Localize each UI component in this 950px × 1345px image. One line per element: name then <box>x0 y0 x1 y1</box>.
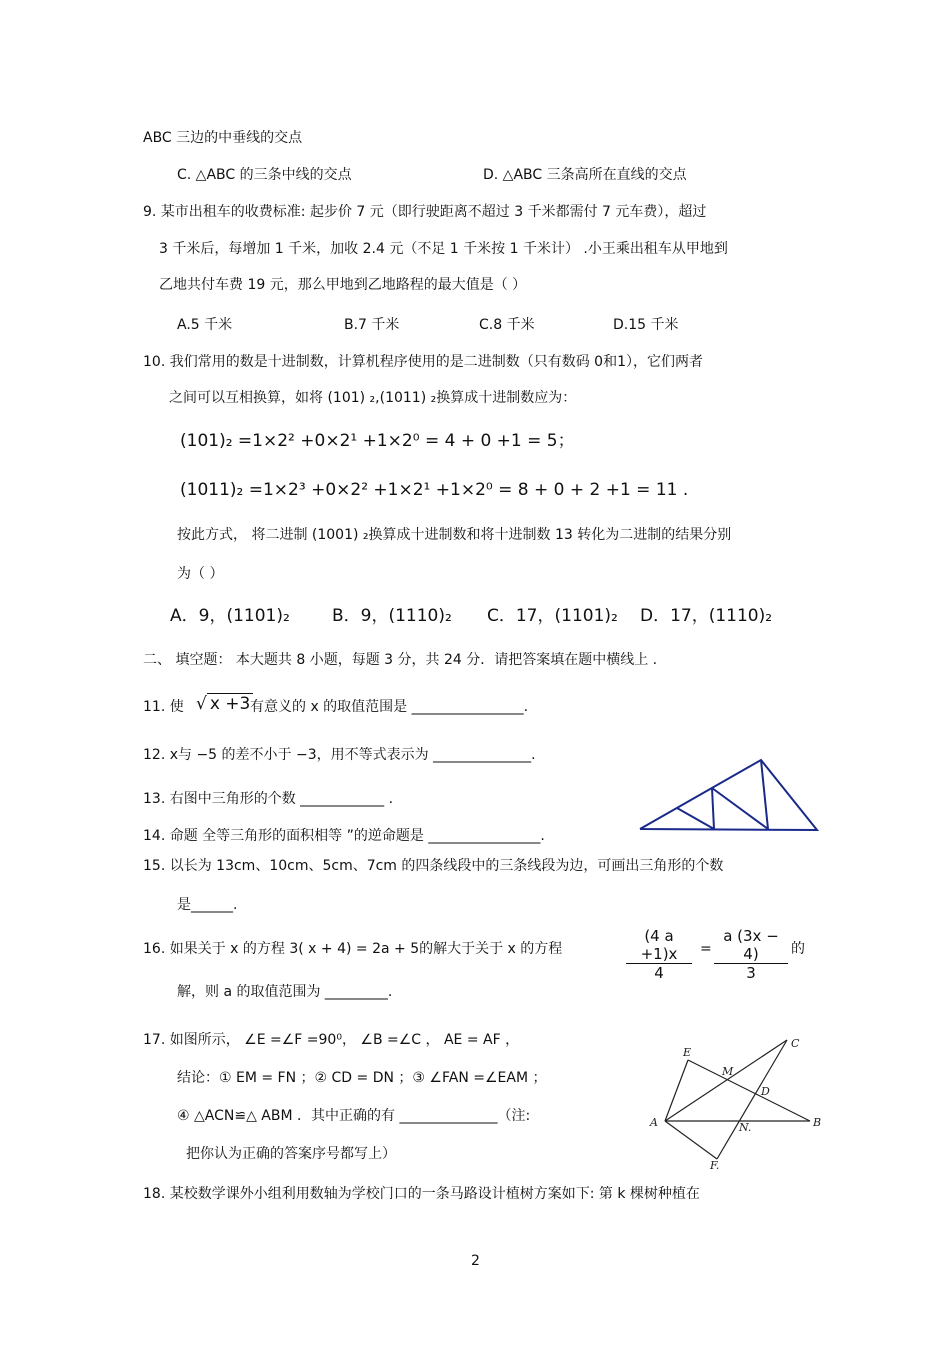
q10-option-c: C．17，(1101)₂ <box>487 606 618 626</box>
q17-line4: 把你认为正确的答案序号都写上） <box>186 1146 396 1162</box>
option-d-q8: D. △ABC 三条高所在直线的交点 <box>483 167 687 183</box>
q17-line3: ④ △ACN≌△ ABM ．其中正确的有 ______________（注: <box>177 1108 531 1124</box>
q10-line1: 10. 我们常用的数是十进制数，计算机程序使用的是二进制数（只有数码 0和1），它们两者 <box>143 354 703 370</box>
q16-fraction-1 <box>626 927 692 982</box>
q9-option-a: A.5 千米 <box>177 317 233 333</box>
q17-geometry-figure <box>645 1033 827 1173</box>
q15-line1: 15. 以长为 13cm、10cm、5cm、7cm 的四条线段中的三条线段为边，可画出三角形的个数 <box>143 858 724 874</box>
segment-EB <box>688 1060 810 1121</box>
q17-line1: 17. 如图所示， ∠E =∠F =90⁰， ∠B =∠C ， AE = AF ， <box>143 1032 520 1048</box>
segment-left-diagonal <box>677 808 714 829</box>
q10-option-a: A．9，(1101)₂ <box>170 606 290 626</box>
q13: 13. 右图中三角形的个数 ____________ . <box>143 791 394 807</box>
q10-option-d: D．17，(1110)₂ <box>640 606 773 626</box>
q12: 12. x与 −5 的差不小于 −3，用不等式表示为 ______________. <box>143 747 536 763</box>
q9-line3: 乙地共付车费 19 元，那么甲地到乙地路程的最大值是（ ） <box>159 277 527 293</box>
segment-top-down <box>761 760 768 829</box>
label-B: B <box>813 1116 822 1129</box>
q11-radicand: x +3 <box>207 693 254 714</box>
q16-denominator-2: 3 <box>746 964 756 982</box>
segment-AF <box>665 1121 717 1159</box>
label-C: C <box>791 1037 800 1050</box>
segment-FC <box>717 1040 787 1159</box>
q16-numerator-1: (4 a +1)x <box>626 927 692 964</box>
label-A: A <box>650 1116 658 1129</box>
segment-diagonal <box>712 788 768 829</box>
section-2-heading: 二、 填空题： 本大题共 8 小题，每题 3 分，共 24 分．请把答案填在题中横线上 . <box>143 652 658 668</box>
q16-denominator-1: 4 <box>654 964 664 982</box>
q10-option-b: B．9，(1110)₂ <box>332 606 452 626</box>
q17-line2: 结论：① EM = FN ；② CD = DN ；③ ∠FAN =∠EAM ； <box>177 1070 547 1086</box>
q9-option-c: C.8 千米 <box>479 317 535 333</box>
option-c-q8: C. △ABC 的三条中线的交点 <box>177 167 352 183</box>
q10-line2: 之间可以互相换算，如将 (101) ₂,(1011) ₂换算成十进制数应为： <box>169 390 577 406</box>
page-number: 2 <box>471 1253 480 1269</box>
q16-line1: 16. 如果关于 x 的方程 3( x + 4) = 2a + 5的解大于关于 x 的方程 <box>143 941 563 957</box>
q11-suffix: 有意义的 x 的取值范围是 ________________. <box>250 699 529 715</box>
q13-triangle-figure <box>636 756 822 836</box>
label-E: E <box>683 1046 692 1059</box>
label-D: D <box>761 1085 770 1098</box>
q10-line3: 按此方式， 将二进制 (1001) ₂换算成十进制数和将十进制数 13 转化为二进制的结果分别 <box>177 527 732 543</box>
q10-equation-2: (1011)₂ =1×2³ +0×2² +1×2¹ +1×2⁰ = 8 + 0 + 2 +1 = 11 . <box>180 480 689 500</box>
q9-option-b: B.7 千米 <box>344 317 400 333</box>
segment-AE <box>665 1060 688 1121</box>
segment-mid-down <box>712 788 714 829</box>
q16-equals: = <box>700 941 712 957</box>
q15-line2: 是______. <box>177 897 238 913</box>
q18-line1: 18. 某校数学课外小组利用数轴为学校门口的一条马路设计植树方案如下: 第 k 棵树种植在 <box>143 1186 700 1202</box>
q14: 14. 命题 全等三角形的面积相等 ”的逆命题是 ________________. <box>143 828 545 844</box>
q11-prefix: 11. 使 <box>143 699 184 715</box>
line-prev-option: ABC 三边的中垂线的交点 <box>143 130 303 146</box>
label-N: N. <box>739 1121 752 1134</box>
q9-line1: 9. 某市出租车的收费标准: 起步价 7 元（即行驶距离不超过 3 千米都需付 7 元车费），超过 <box>143 204 707 220</box>
q9-line2: 3 千米后，每增加 1 千米，加收 2.4 元（不足 1 千米按 1 千米计） .小王乘出租车从甲地到 <box>159 241 728 257</box>
q10-line4: 为（ ） <box>177 566 224 582</box>
q16-fraction-2 <box>714 927 788 982</box>
q9-option-d: D.15 千米 <box>613 317 679 333</box>
label-F: F. <box>710 1159 720 1172</box>
label-M: M <box>722 1065 734 1078</box>
q11-radical: √ x +3 <box>196 695 253 713</box>
outer-triangle <box>640 760 817 830</box>
q10-equation-1: (101)₂ =1×2² +0×2¹ +1×2⁰ = 4 + 0 +1 = 5； <box>180 431 575 451</box>
q16-tail: 的 <box>791 941 805 957</box>
q16-line2: 解，则 a 的取值范围为 _________. <box>177 984 393 1000</box>
q16-numerator-2: a (3x − 4) <box>714 927 788 964</box>
